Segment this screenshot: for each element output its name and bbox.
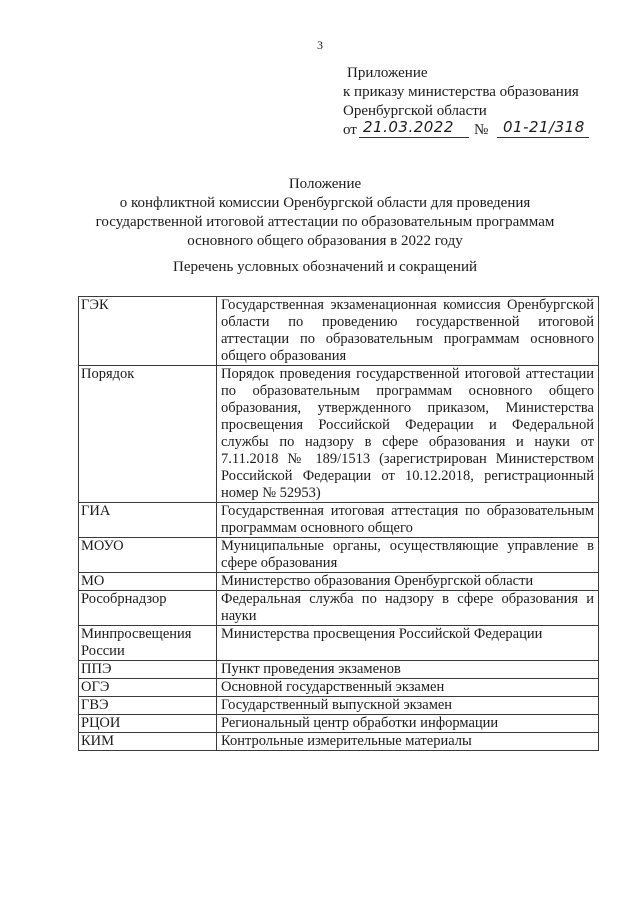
title-line-4: основного общего образования в 2022 году xyxy=(187,233,463,249)
annex-title: Приложение xyxy=(347,65,428,81)
abbreviation-term: ГИА xyxy=(79,503,217,538)
table-row xyxy=(79,591,599,626)
abbreviation-term: Минпросвещения России xyxy=(79,626,217,661)
annex-date-line xyxy=(343,118,633,140)
table-row xyxy=(79,503,599,538)
table-row xyxy=(79,733,599,751)
handwritten-date: 21.03.2022 xyxy=(359,118,469,138)
table-row xyxy=(79,679,599,697)
abbreviation-definition: Региональный центр обработки информации xyxy=(217,715,599,733)
abbreviation-definition: Основной государственный экзамен xyxy=(217,679,599,697)
title-line-1: Положение xyxy=(288,176,362,192)
abbreviation-term: ГЭК xyxy=(79,297,217,366)
abbreviation-definition: Государственный выпускной экзамен xyxy=(217,697,599,715)
table-row xyxy=(79,697,599,715)
annex-block xyxy=(343,64,633,140)
table-row xyxy=(79,366,599,503)
title-line-3: государственной итоговой аттестации по образовательным программам xyxy=(95,214,555,230)
abbreviation-definition: Порядок проведения государственной итоговой аттестации по образовательным программам основного общего образования, утвержденного приказом, Министерства просвещения Российской Федерации и Федеральной службы по надзору в сфере образования и науки от 7.11.2018 № 189/1513 (зарегистрирован Министерством Российской Федерации от 10.12.2018, регистрационный номер № 52953) xyxy=(217,366,599,503)
handwritten-number: 01-21/318 xyxy=(497,118,589,138)
page-number: 3 xyxy=(317,38,323,52)
abbreviation-term: МОУО xyxy=(79,538,217,573)
abbreviation-definition: Пункт проведения экзаменов xyxy=(217,661,599,679)
abbreviation-term: ОГЭ xyxy=(79,679,217,697)
number-sign: № xyxy=(474,122,489,138)
table-row xyxy=(79,661,599,679)
abbreviation-definition: Министерство образования Оренбургской области xyxy=(217,573,599,591)
abbreviation-definition: Федеральная служба по надзору в сфере образования и науки xyxy=(217,591,599,626)
abbreviation-term: ГВЭ xyxy=(79,697,217,715)
abbreviation-definition: Государственная итоговая аттестация по образовательным программам основного общего xyxy=(217,503,599,538)
table-row xyxy=(79,538,599,573)
abbreviation-definition: Муниципальные органы, осуществляющие управление в сфере образования xyxy=(217,538,599,573)
abbreviation-definition: Государственная экзаменационная комиссия Оренбургской области по проведению государственной итоговой аттестации по образовательным программам основного общего образования xyxy=(217,297,599,366)
table-row xyxy=(79,626,599,661)
abbreviation-term: ППЭ xyxy=(79,661,217,679)
table-row xyxy=(79,573,599,591)
date-prefix: от xyxy=(343,122,357,138)
abbreviations-heading: Перечень условных обозначений и сокращений xyxy=(172,259,478,275)
annex-region-line: Оренбургской области xyxy=(343,103,487,119)
table-row xyxy=(79,297,599,366)
abbreviation-term: РЦОИ xyxy=(79,715,217,733)
abbreviation-term: Рособрнадзор xyxy=(79,591,217,626)
annex-order-line: к приказу министерства образования xyxy=(343,84,579,100)
title-line-2: о конфликтной комиссии Оренбургской области для проведения xyxy=(119,195,531,211)
table-row xyxy=(79,715,599,733)
document-title xyxy=(60,175,590,251)
abbreviations-table xyxy=(78,296,599,751)
abbreviation-term: МО xyxy=(79,573,217,591)
abbreviation-term: КИМ xyxy=(79,733,217,751)
abbreviation-definition: Министерства просвещения Российской Федерации xyxy=(217,626,599,661)
abbreviation-definition: Контрольные измерительные материалы xyxy=(217,733,599,751)
abbreviation-term: Порядок xyxy=(79,366,217,503)
